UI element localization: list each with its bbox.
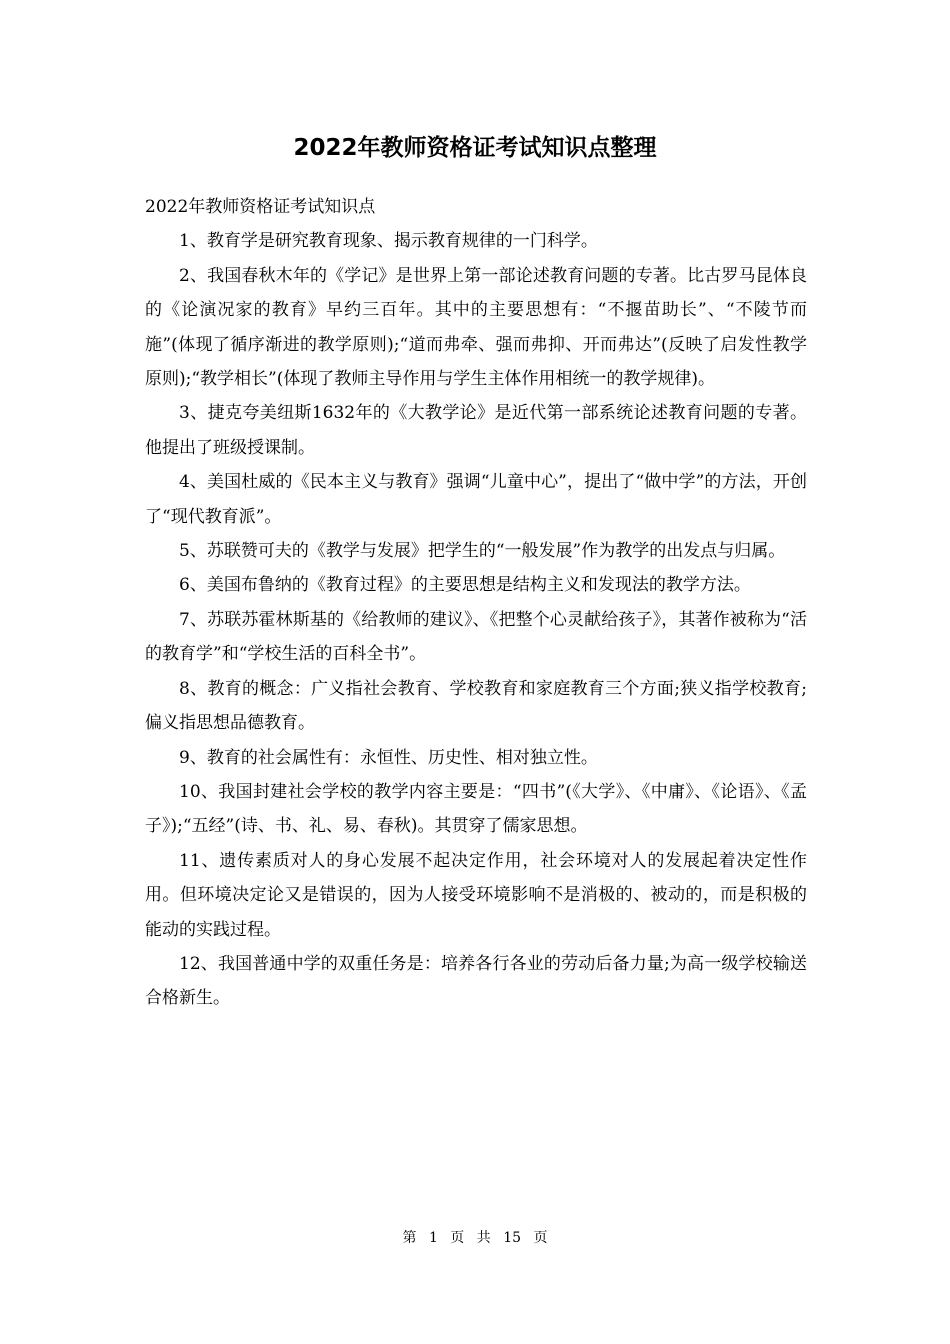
knowledge-point-12: 12、我国普通中学的双重任务是：培养各行各业的劳动后备力量;为高一级学校输送合格新生。: [145, 953, 807, 1009]
knowledge-point-11: 11、遗传素质对人的身心发展不起决定作用，社会环境对人的发展起着决定性作用。但环境决定论又是错误的，因为人接受环境影响不是消极的、被动的，而是积极的能动的实践过程。: [145, 850, 807, 940]
knowledge-point-6: 6、美国布鲁纳的《教育过程》的主要思想是结构主义和发现法的教学方法。: [179, 575, 751, 596]
intro-line: 2022年教师资格证考试知识点: [145, 197, 376, 217]
page-footer: 第 1 页 共 15 页: [402, 1230, 548, 1246]
knowledge-point-2: 2、我国春秋木年的《学记》是世界上第一部论述教育问题的专著。比古罗马昆体良的《论演况家的教育》早约三百年。其中的主要思想有：“不揠苗助长”、“不陵节而施”(体现了循序渐进的教学原则);“道而弗牵、强而弗抑、开而弗达”(反映了启发性教学原则);“教学相长”(体现了教师主导作用与学生主体作用相统一的教学规律)。: [145, 265, 807, 390]
knowledge-point-4: 4、美国杜威的《民本主义与教育》强调“儿童中心”，提出了“做中学”的方法，开创了“现代教育派”。: [145, 472, 807, 527]
document-body: [145, 190, 807, 1016]
knowledge-point-10: 10、我国封建社会学校的教学内容主要是：“四书”(《大学》、《中庸》、《论语》、《孟子》);“五经”(诗、书、礼、易、春秋)。其贯穿了儒家思想。: [145, 781, 807, 837]
knowledge-point-9: 9、教育的社会属性有：永恒性、历史性、相对独立性。: [179, 747, 598, 768]
knowledge-point-8: 8、教育的概念：广义指社会教育、学校教育和家庭教育三个方面;狭义指学校教育;偏义指思想品德教育。: [145, 678, 807, 734]
knowledge-point-3: 3、捷克夸美纽斯1632年的《大教学论》是近代第一部系统论述教育问题的专著。他提出了班级授课制。: [145, 403, 807, 458]
knowledge-point-7: 7、苏联苏霍林斯基的《给教师的建议》、《把整个心灵献给孩子》，其著作被称为“活的教育学”和“学校生活的百科全书”。: [145, 609, 807, 665]
document-title: 2022年教师资格证考试知识点整理: [293, 135, 657, 161]
knowledge-point-5: 5、苏联赞可夫的《教学与发展》把学生的“一般发展”作为教学的出发点与归属。: [179, 541, 786, 562]
knowledge-point-1: 1、教育学是研究教育现象、揭示教育规律的一门科学。: [179, 231, 598, 252]
